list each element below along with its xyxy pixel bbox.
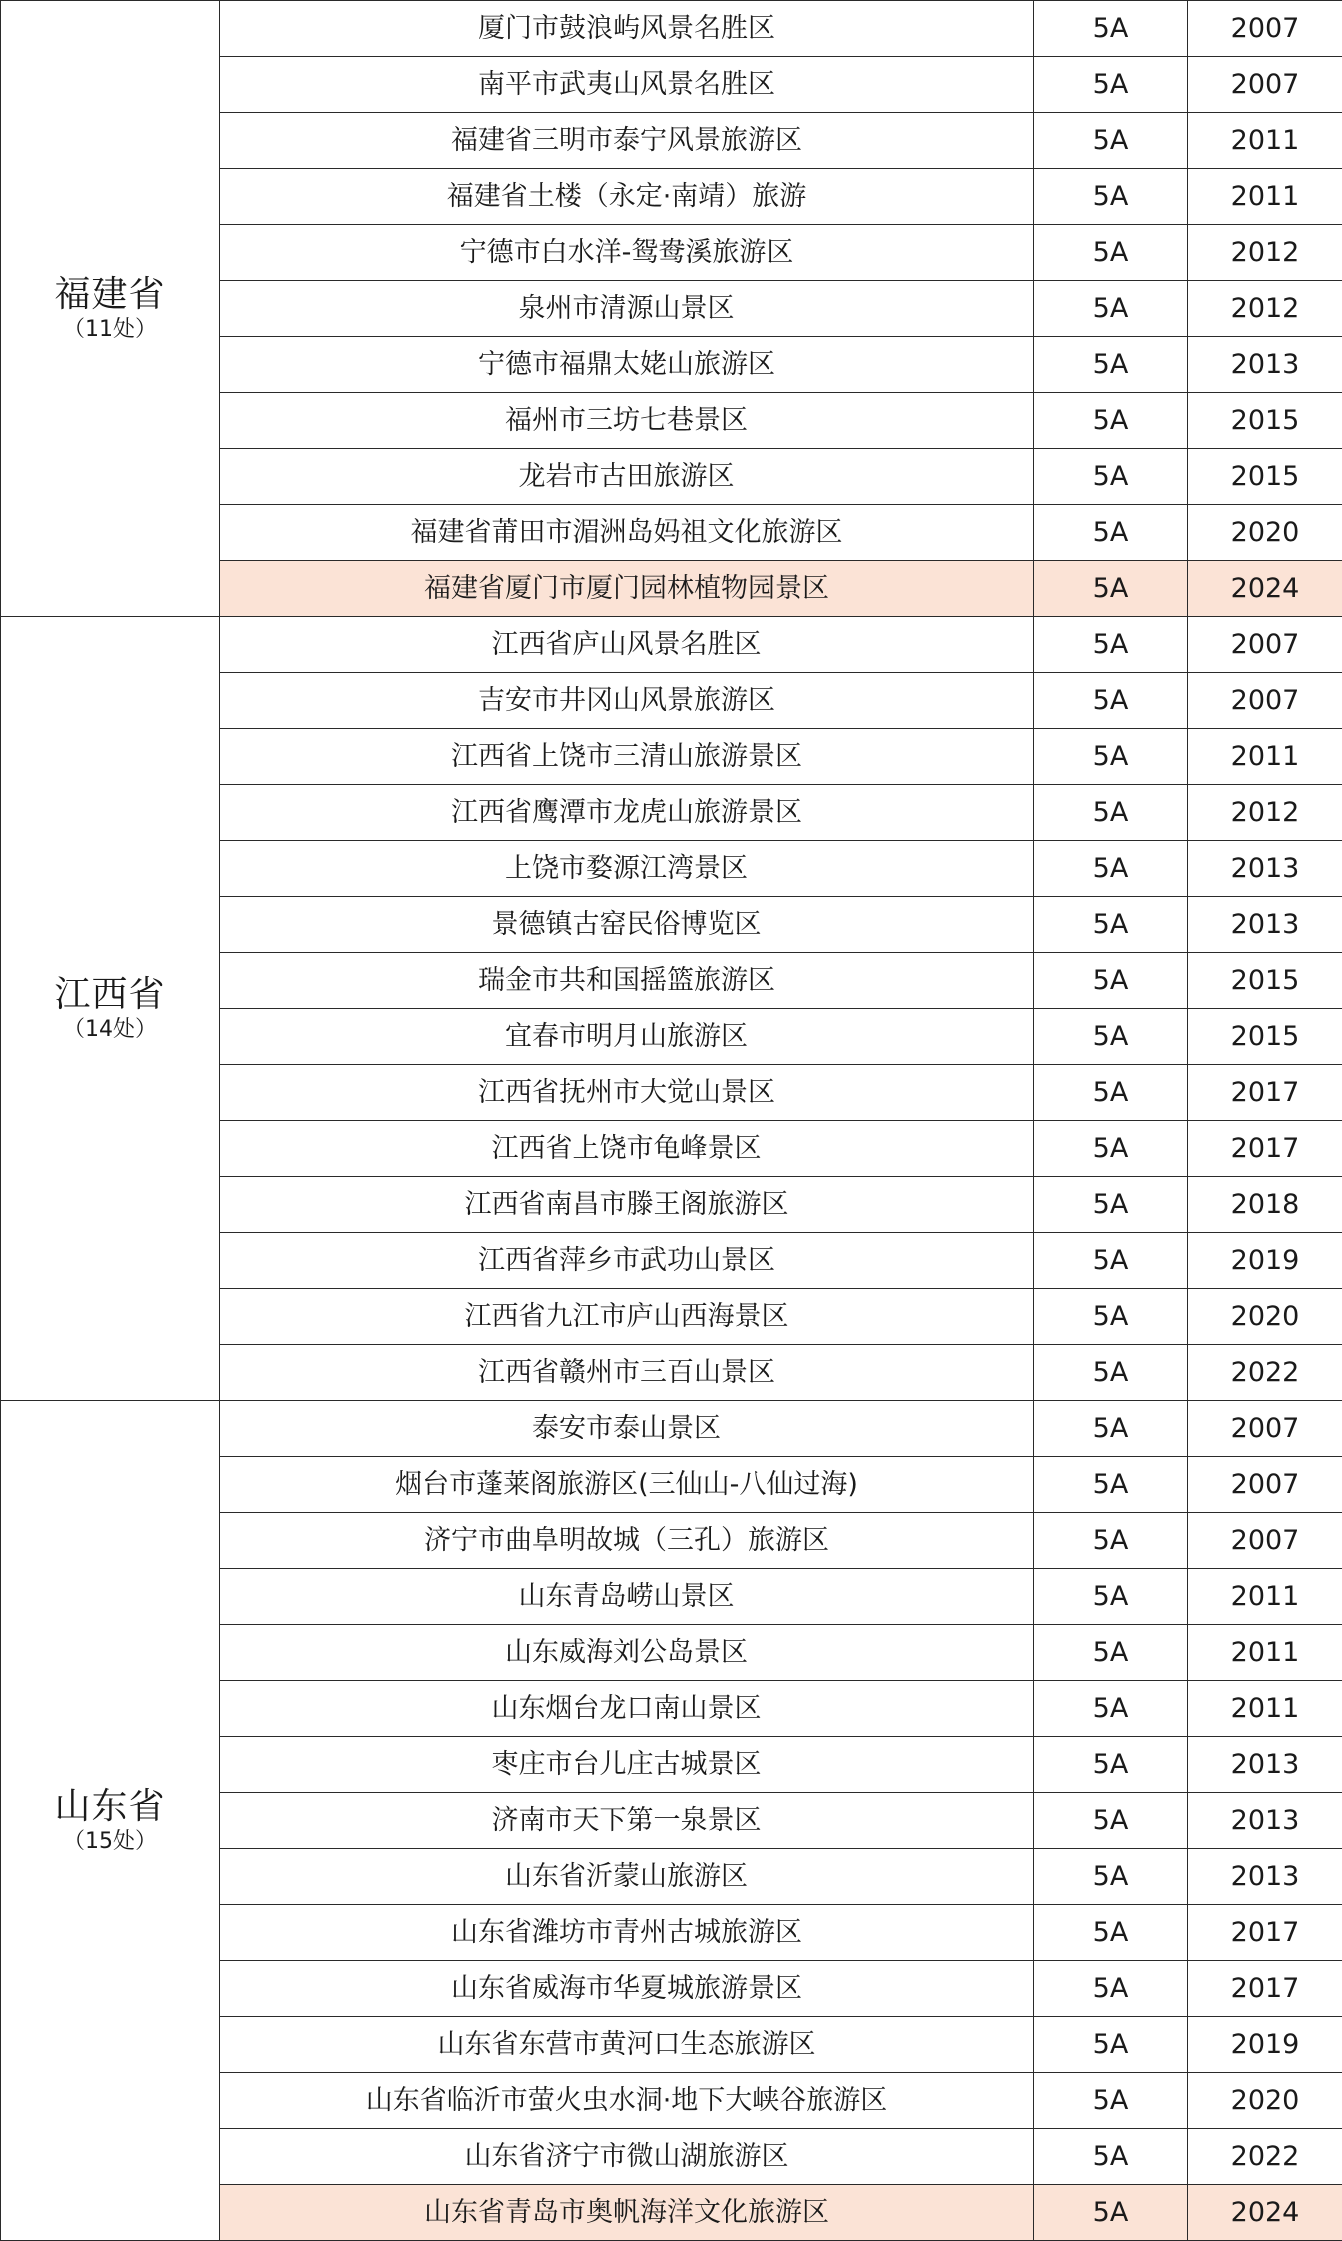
site-grade-cell [1034, 617, 1188, 673]
site-name: 山东省东营市黄河口生态旅游区 [438, 2031, 816, 2058]
table-body [1, 1, 1342, 2241]
site-year-cell [1188, 785, 1342, 841]
site-grade: 5A [1093, 1639, 1129, 1666]
site-grade-cell [1034, 1457, 1188, 1513]
site-year-cell [1188, 2185, 1342, 2241]
site-name: 山东省济宁市微山湖旅游区 [465, 2143, 789, 2170]
site-grade-cell [1034, 2017, 1188, 2073]
site-year-cell [1188, 169, 1342, 225]
site-name: 上饶市婺源江湾景区 [505, 855, 748, 882]
site-year: 2017 [1231, 1079, 1300, 1106]
site-year-cell [1188, 729, 1342, 785]
site-grade: 5A [1093, 351, 1129, 378]
site-grade-cell [1034, 1121, 1188, 1177]
site-grade-cell [1034, 673, 1188, 729]
site-grade-cell [1034, 1905, 1188, 1961]
site-grade-cell [1034, 1793, 1188, 1849]
site-name-cell [220, 1233, 1034, 1289]
site-name: 山东烟台龙口南山景区 [492, 1695, 762, 1722]
site-grade-cell [1034, 1177, 1188, 1233]
site-name: 江西省鹰潭市龙虎山旅游景区 [451, 799, 802, 826]
site-name: 山东威海刘公岛景区 [505, 1639, 748, 1666]
site-grade: 5A [1093, 855, 1129, 882]
province-cell [1, 1, 220, 617]
site-name-cell [220, 1289, 1034, 1345]
site-name: 景德镇古窑民俗博览区 [492, 911, 762, 938]
site-year-cell [1188, 2073, 1342, 2129]
table-row [1, 1, 1342, 57]
site-year-cell [1188, 673, 1342, 729]
site-name-cell [220, 2129, 1034, 2185]
site-grade: 5A [1093, 743, 1129, 770]
site-name-cell [220, 113, 1034, 169]
site-grade: 5A [1093, 2087, 1129, 2114]
site-year: 2007 [1231, 71, 1300, 98]
site-name-cell [220, 1065, 1034, 1121]
site-name: 山东省临沂市萤火虫水洞·地下大峡谷旅游区 [366, 2087, 888, 2114]
site-grade-cell [1034, 505, 1188, 561]
site-grade-cell [1034, 1737, 1188, 1793]
site-name-cell [220, 337, 1034, 393]
site-year-cell [1188, 1849, 1342, 1905]
site-year-cell [1188, 1121, 1342, 1177]
site-grade: 5A [1093, 463, 1129, 490]
site-year: 2007 [1231, 1527, 1300, 1554]
site-grade: 5A [1093, 1863, 1129, 1890]
site-name-cell [220, 1625, 1034, 1681]
site-name: 山东青岛崂山景区 [519, 1583, 735, 1610]
site-name-cell [220, 1401, 1034, 1457]
site-name-cell [220, 897, 1034, 953]
site-name: 江西省上饶市三清山旅游景区 [451, 743, 802, 770]
site-name: 江西省庐山风景名胜区 [492, 631, 762, 658]
site-year-cell [1188, 561, 1342, 617]
site-grade: 5A [1093, 2031, 1129, 2058]
site-year: 2019 [1231, 1247, 1300, 1274]
site-year: 2011 [1231, 1639, 1300, 1666]
site-year-cell [1188, 1569, 1342, 1625]
table-row [1, 617, 1342, 673]
table-row [1, 1401, 1342, 1457]
site-name-cell [220, 1569, 1034, 1625]
province-count: （15处） [1, 1831, 219, 1853]
site-grade: 5A [1093, 519, 1129, 546]
site-name-cell [220, 1961, 1034, 2017]
site-year-cell [1188, 449, 1342, 505]
site-year: 2013 [1231, 351, 1300, 378]
site-name-cell [220, 393, 1034, 449]
site-year-cell [1188, 281, 1342, 337]
site-year: 2024 [1231, 575, 1300, 602]
site-name-cell [220, 561, 1034, 617]
site-grade: 5A [1093, 1471, 1129, 1498]
site-name-cell [220, 2073, 1034, 2129]
site-year-cell [1188, 1, 1342, 57]
site-name-cell [220, 449, 1034, 505]
site-year-cell [1188, 897, 1342, 953]
site-name: 江西省赣州市三百山景区 [478, 1359, 775, 1386]
site-year-cell [1188, 1401, 1342, 1457]
site-grade-cell [1034, 1233, 1188, 1289]
site-name-cell [220, 1121, 1034, 1177]
site-grade: 5A [1093, 127, 1129, 154]
site-name-cell [220, 1681, 1034, 1737]
site-year-cell [1188, 841, 1342, 897]
site-name: 山东省威海市华夏城旅游景区 [451, 1975, 802, 2002]
site-name: 山东省青岛市奥帆海洋文化旅游区 [424, 2199, 829, 2226]
site-grade: 5A [1093, 799, 1129, 826]
site-name-cell [220, 1793, 1034, 1849]
site-year-cell [1188, 953, 1342, 1009]
site-grade-cell [1034, 2129, 1188, 2185]
site-grade-cell [1034, 2073, 1188, 2129]
site-name-cell [220, 169, 1034, 225]
site-name-cell [220, 2185, 1034, 2241]
site-year: 2015 [1231, 1023, 1300, 1050]
site-year: 2011 [1231, 743, 1300, 770]
site-year-cell [1188, 1457, 1342, 1513]
site-year-cell [1188, 1345, 1342, 1401]
site-grade: 5A [1093, 1023, 1129, 1050]
site-grade-cell [1034, 225, 1188, 281]
site-year: 2011 [1231, 183, 1300, 210]
site-year-cell [1188, 1513, 1342, 1569]
site-year-cell [1188, 1681, 1342, 1737]
site-name: 江西省抚州市大觉山景区 [478, 1079, 775, 1106]
site-name: 山东省潍坊市青州古城旅游区 [451, 1919, 802, 1946]
site-name-cell [220, 729, 1034, 785]
site-year: 2012 [1231, 239, 1300, 266]
site-grade-cell [1034, 1681, 1188, 1737]
site-year: 2011 [1231, 1695, 1300, 1722]
site-year: 2022 [1231, 2143, 1300, 2170]
site-name: 山东省沂蒙山旅游区 [505, 1863, 748, 1890]
site-year-cell [1188, 225, 1342, 281]
site-year: 2007 [1231, 687, 1300, 714]
site-grade-cell [1034, 1625, 1188, 1681]
site-year: 2017 [1231, 1135, 1300, 1162]
site-year: 2013 [1231, 911, 1300, 938]
site-name-cell [220, 1457, 1034, 1513]
site-grade-cell [1034, 113, 1188, 169]
site-year: 2020 [1231, 2087, 1300, 2114]
site-year: 2013 [1231, 1863, 1300, 1890]
site-name-cell [220, 1849, 1034, 1905]
site-year: 2015 [1231, 967, 1300, 994]
site-year: 2019 [1231, 2031, 1300, 2058]
site-year-cell [1188, 1793, 1342, 1849]
site-name: 江西省上饶市龟峰景区 [492, 1135, 762, 1162]
site-name-cell [220, 1345, 1034, 1401]
site-grade: 5A [1093, 1079, 1129, 1106]
site-year: 2015 [1231, 407, 1300, 434]
site-grade: 5A [1093, 1359, 1129, 1386]
site-year: 2015 [1231, 463, 1300, 490]
site-name-cell [220, 1177, 1034, 1233]
site-grade-cell [1034, 897, 1188, 953]
site-grade-cell [1034, 1569, 1188, 1625]
site-year-cell [1188, 113, 1342, 169]
site-grade: 5A [1093, 1527, 1129, 1554]
site-year-cell [1188, 1905, 1342, 1961]
site-name: 福建省三明市泰宁风景旅游区 [451, 127, 802, 154]
site-name: 济宁市曲阜明故城（三孔）旅游区 [424, 1527, 829, 1554]
site-name: 泰安市泰山景区 [532, 1415, 721, 1442]
site-year: 2012 [1231, 295, 1300, 322]
site-name-cell [220, 1905, 1034, 1961]
site-grade-cell [1034, 729, 1188, 785]
site-name: 江西省九江市庐山西海景区 [465, 1303, 789, 1330]
site-name: 福州市三坊七巷景区 [505, 407, 748, 434]
site-grade: 5A [1093, 239, 1129, 266]
site-year: 2022 [1231, 1359, 1300, 1386]
site-grade: 5A [1093, 15, 1129, 42]
site-grade: 5A [1093, 295, 1129, 322]
province-name: 江西省 [1, 977, 219, 1013]
site-grade: 5A [1093, 1919, 1129, 1946]
site-name: 枣庄市台儿庄古城景区 [492, 1751, 762, 1778]
site-year: 2012 [1231, 799, 1300, 826]
site-name-cell [220, 1, 1034, 57]
site-name: 烟台市蓬莱阁旅游区(三仙山-八仙过海) [395, 1471, 858, 1498]
site-year: 2011 [1231, 1583, 1300, 1610]
site-year: 2013 [1231, 855, 1300, 882]
site-year: 2018 [1231, 1191, 1300, 1218]
site-year: 2020 [1231, 1303, 1300, 1330]
site-grade-cell [1034, 1961, 1188, 2017]
site-year: 2007 [1231, 631, 1300, 658]
province-cell [1, 1401, 220, 2241]
site-name: 瑞金市共和国摇篮旅游区 [478, 967, 775, 994]
site-grade: 5A [1093, 967, 1129, 994]
site-grade-cell [1034, 1401, 1188, 1457]
site-name-cell [220, 673, 1034, 729]
site-grade-cell [1034, 393, 1188, 449]
site-year-cell [1188, 2017, 1342, 2073]
site-grade: 5A [1093, 1135, 1129, 1162]
site-grade-cell [1034, 561, 1188, 617]
site-name-cell [220, 1009, 1034, 1065]
site-year: 2017 [1231, 1975, 1300, 2002]
site-grade: 5A [1093, 631, 1129, 658]
site-name: 江西省南昌市滕王阁旅游区 [465, 1191, 789, 1218]
site-grade: 5A [1093, 687, 1129, 714]
site-grade-cell [1034, 953, 1188, 1009]
site-year: 2007 [1231, 1471, 1300, 1498]
site-grade: 5A [1093, 183, 1129, 210]
site-grade: 5A [1093, 1807, 1129, 1834]
site-name: 济南市天下第一泉景区 [492, 1807, 762, 1834]
site-grade-cell [1034, 2185, 1188, 2241]
site-name: 宁德市白水洋-鸳鸯溪旅游区 [460, 239, 794, 266]
site-grade: 5A [1093, 1975, 1129, 2002]
site-year: 2007 [1231, 1415, 1300, 1442]
province-count: （11处） [1, 319, 219, 341]
site-name-cell [220, 281, 1034, 337]
site-year-cell [1188, 1065, 1342, 1121]
site-grade: 5A [1093, 2199, 1129, 2226]
site-year-cell [1188, 57, 1342, 113]
site-grade-cell [1034, 1345, 1188, 1401]
site-year: 2024 [1231, 2199, 1300, 2226]
site-grade: 5A [1093, 1247, 1129, 1274]
site-name: 泉州市清源山景区 [519, 295, 735, 322]
site-year-cell [1188, 393, 1342, 449]
site-grade-cell [1034, 841, 1188, 897]
site-year-cell [1188, 1961, 1342, 2017]
site-year: 2017 [1231, 1919, 1300, 1946]
site-name: 厦门市鼓浪屿风景名胜区 [478, 15, 775, 42]
site-year-cell [1188, 1009, 1342, 1065]
site-name: 吉安市井冈山风景旅游区 [478, 687, 775, 714]
site-grade-cell [1034, 785, 1188, 841]
site-grade-cell [1034, 1, 1188, 57]
site-grade: 5A [1093, 1191, 1129, 1218]
site-name-cell [220, 617, 1034, 673]
site-grade-cell [1034, 449, 1188, 505]
site-name-cell [220, 2017, 1034, 2073]
site-grade: 5A [1093, 1415, 1129, 1442]
site-grade: 5A [1093, 575, 1129, 602]
site-grade-cell [1034, 1513, 1188, 1569]
site-grade-cell [1034, 1289, 1188, 1345]
site-year: 2020 [1231, 519, 1300, 546]
province-name: 山东省 [1, 1789, 219, 1825]
site-grade-cell [1034, 1849, 1188, 1905]
site-grade: 5A [1093, 407, 1129, 434]
site-name-cell [220, 1737, 1034, 1793]
site-grade-cell [1034, 57, 1188, 113]
province-count: （14处） [1, 1019, 219, 1041]
site-grade-cell [1034, 337, 1188, 393]
site-grade: 5A [1093, 1695, 1129, 1722]
site-year: 2013 [1231, 1807, 1300, 1834]
site-name: 福建省厦门市厦门园林植物园景区 [424, 575, 829, 602]
site-year: 2007 [1231, 15, 1300, 42]
site-grade-cell [1034, 281, 1188, 337]
site-grade: 5A [1093, 2143, 1129, 2170]
site-grade: 5A [1093, 71, 1129, 98]
site-name-cell [220, 841, 1034, 897]
site-year-cell [1188, 1289, 1342, 1345]
site-year: 2011 [1231, 127, 1300, 154]
site-grade: 5A [1093, 1303, 1129, 1330]
site-grade: 5A [1093, 1583, 1129, 1610]
site-year-cell [1188, 617, 1342, 673]
site-year-cell [1188, 1625, 1342, 1681]
site-name-cell [220, 225, 1034, 281]
site-name: 宁德市福鼎太姥山旅游区 [478, 351, 775, 378]
site-name-cell [220, 1513, 1034, 1569]
site-name-cell [220, 57, 1034, 113]
site-year-cell [1188, 1737, 1342, 1793]
site-name: 南平市武夷山风景名胜区 [478, 71, 775, 98]
site-name-cell [220, 953, 1034, 1009]
site-year: 2013 [1231, 1751, 1300, 1778]
site-year-cell [1188, 337, 1342, 393]
site-name: 福建省土楼（永定·南靖）旅游 [447, 183, 807, 210]
site-grade-cell [1034, 1065, 1188, 1121]
site-grade: 5A [1093, 1751, 1129, 1778]
site-name: 江西省萍乡市武功山景区 [478, 1247, 775, 1274]
province-name: 福建省 [1, 277, 219, 313]
site-grade-cell [1034, 1009, 1188, 1065]
site-year-cell [1188, 1233, 1342, 1289]
site-name-cell [220, 505, 1034, 561]
site-grade-cell [1034, 169, 1188, 225]
site-name: 福建省莆田市湄洲岛妈祖文化旅游区 [411, 519, 843, 546]
site-grade: 5A [1093, 911, 1129, 938]
site-name-cell [220, 785, 1034, 841]
site-name: 宜春市明月山旅游区 [505, 1023, 748, 1050]
site-name: 龙岩市古田旅游区 [519, 463, 735, 490]
site-year-cell [1188, 1177, 1342, 1233]
province-cell [1, 617, 220, 1401]
site-year-cell [1188, 2129, 1342, 2185]
site-year-cell [1188, 505, 1342, 561]
